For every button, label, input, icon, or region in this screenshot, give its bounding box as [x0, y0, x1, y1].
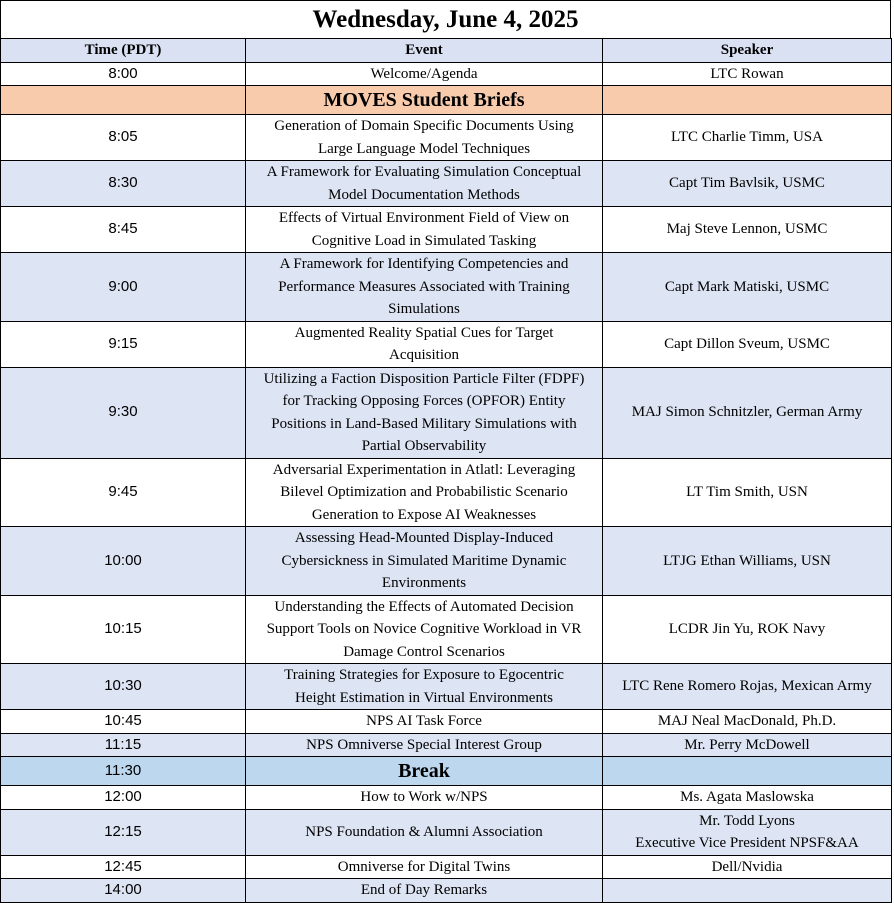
event-cell	[246, 733, 603, 757]
speaker-cell	[603, 733, 892, 757]
event-line: Utilizing a Faction Disposition Particle Filter (FDPF)	[263, 370, 585, 387]
speaker-cell	[603, 664, 892, 710]
time-cell: 9:15	[1, 321, 246, 367]
time-cell: 14:00	[1, 879, 246, 903]
speaker-cell	[603, 855, 892, 879]
time-cell: 11:30	[1, 757, 246, 786]
speaker-line: Executive Vice President NPSF&AA	[635, 835, 859, 851]
event-line: Welcome/Agenda	[370, 65, 478, 82]
speaker-line: Dell/Nvidia	[711, 858, 783, 875]
speaker-line: LTC Rene Romero Rojas, Mexican Army	[622, 678, 872, 695]
event-line: Performance Measures Associated with Training	[278, 278, 570, 295]
speaker-cell	[603, 757, 892, 786]
event-line: Simulations	[388, 301, 460, 317]
event-cell	[246, 710, 603, 734]
speaker-cell	[603, 809, 892, 855]
speaker-line: Mr. Todd Lyons	[699, 812, 795, 829]
event-cell	[246, 253, 603, 322]
speaker-cell	[603, 458, 892, 527]
event-line: Omniverse for Digital Twins	[337, 858, 511, 875]
event-line: Effects of Virtual Environment Field of View on	[278, 210, 570, 226]
event-cell	[246, 879, 603, 903]
event-line: Model Documentation Methods	[328, 186, 520, 203]
speaker-cell	[603, 595, 892, 664]
event-cell	[246, 757, 603, 786]
table-row	[1, 527, 892, 596]
event-line: NPS Foundation & Alumni Association	[305, 823, 543, 840]
event-cell	[246, 786, 603, 810]
event-line: NPS Omniverse Special Interest Group	[306, 736, 542, 753]
event-cell	[246, 62, 603, 86]
speaker-cell	[603, 710, 892, 734]
header-row	[1, 39, 892, 63]
event-line: for Tracking Opposing Forces (OPFOR) Entity	[282, 393, 566, 409]
event-cell	[246, 458, 603, 527]
event-line: Large Language Model Techniques	[317, 140, 531, 157]
event-cell	[246, 527, 603, 596]
event-line: Adversarial Experimentation in Atlatl: Leveraging	[272, 461, 576, 478]
speaker-line: LTC Rowan	[710, 65, 784, 82]
speaker-cell	[603, 86, 892, 115]
table-row	[1, 809, 892, 855]
event-line: Cybersickness in Simulated Maritime Dynamic	[281, 552, 567, 569]
time-cell: 12:00	[1, 786, 246, 810]
event-line: NPS AI Task Force	[366, 713, 482, 729]
event-line: Bilevel Optimization and Probabilistic Scenario	[280, 484, 568, 500]
table-row	[1, 62, 892, 86]
event-line: MOVES Student Briefs	[323, 88, 525, 111]
speaker-cell	[603, 321, 892, 367]
table-row	[1, 161, 892, 207]
speaker-cell	[603, 786, 892, 810]
event-line: A Framework for Evaluating Simulation Conceptual	[266, 164, 582, 180]
speaker-line: Maj Steve Lennon, USMC	[666, 221, 828, 238]
event-line: Support Tools on Novice Cognitive Workload in VR	[266, 621, 582, 637]
table-row	[1, 253, 892, 322]
table-row	[1, 733, 892, 757]
time-cell: 8:05	[1, 115, 246, 161]
event-line: Generation to Expose AI Weaknesses	[311, 506, 537, 523]
table-row	[1, 879, 892, 903]
speaker-column-header: Speaker	[603, 39, 892, 63]
speaker-cell	[603, 253, 892, 322]
table-row	[1, 595, 892, 664]
table-row	[1, 786, 892, 810]
speaker-cell	[603, 527, 892, 596]
table-row	[1, 86, 892, 115]
event-line: How to Work w/NPS	[360, 789, 488, 805]
event-cell	[246, 664, 603, 710]
event-line: Break	[398, 759, 450, 782]
event-line: Generation of Domain Specific Documents Using	[274, 118, 574, 134]
time-cell: 8:45	[1, 207, 246, 253]
time-cell: 10:15	[1, 595, 246, 664]
table-row	[1, 757, 892, 786]
table-row	[1, 115, 892, 161]
speaker-line: LTC Charlie Timm, USA	[671, 129, 823, 146]
event-cell	[246, 161, 603, 207]
speaker-line: Ms. Agata Maslowska	[680, 789, 814, 805]
speaker-line: Capt Tim Bavlsik, USMC	[669, 175, 825, 192]
speaker-line: Mr. Perry McDowell	[684, 736, 810, 753]
table-row	[1, 458, 892, 527]
speaker-line: Capt Dillon Sveum, USMC	[664, 335, 830, 352]
event-cell	[246, 367, 603, 458]
event-cell	[246, 809, 603, 855]
table-row	[1, 710, 892, 734]
speaker-cell	[603, 161, 892, 207]
event-column-header: Event	[246, 39, 603, 63]
time-cell: 8:30	[1, 161, 246, 207]
event-line: Assessing Head-Mounted Display-Induced	[294, 530, 554, 546]
event-line: Positions in Land-Based Military Simulations with	[271, 415, 577, 432]
table-row	[1, 367, 892, 458]
event-cell	[246, 86, 603, 115]
speaker-cell	[603, 879, 892, 903]
speaker-line: LT Tim Smith, USN	[686, 484, 808, 500]
event-line: Environments	[381, 575, 467, 591]
table-row	[1, 207, 892, 253]
time-cell: 10:00	[1, 527, 246, 596]
speaker-cell	[603, 207, 892, 253]
time-cell: 9:00	[1, 253, 246, 322]
event-line: Augmented Reality Spatial Cues for Target	[294, 324, 554, 341]
agenda-table	[0, 38, 892, 903]
event-cell	[246, 321, 603, 367]
event-line: Acquisition	[389, 347, 459, 363]
time-cell: 11:15	[1, 733, 246, 757]
event-line: Partial Observability	[361, 438, 487, 454]
event-line: End of Day Remarks	[360, 882, 488, 898]
speaker-line: LTJG Ethan Williams, USN	[663, 552, 831, 569]
speaker-line: MAJ Neal MacDonald, Ph.D.	[657, 713, 837, 729]
speaker-cell	[603, 367, 892, 458]
time-cell: 12:45	[1, 855, 246, 879]
table-row	[1, 855, 892, 879]
event-cell	[246, 207, 603, 253]
speaker-line: MAJ Simon Schnitzler, German Army	[631, 404, 863, 421]
page-title: Wednesday, June 4, 2025	[0, 0, 891, 38]
time-cell: 12:15	[1, 809, 246, 855]
event-cell	[246, 855, 603, 879]
event-cell	[246, 115, 603, 161]
time-cell: 9:45	[1, 458, 246, 527]
table-row	[1, 664, 892, 710]
speaker-cell	[603, 115, 892, 161]
event-line: Training Strategies for Exposure to Egocentric	[284, 667, 564, 683]
event-line: A Framework for Identifying Competencies and	[279, 256, 569, 272]
time-cell: 9:30	[1, 367, 246, 458]
speaker-line: Capt Mark Matiski, USMC	[664, 278, 830, 295]
event-cell	[246, 595, 603, 664]
time-cell	[1, 86, 246, 115]
table-row	[1, 321, 892, 367]
event-line: Understanding the Effects of Automated Decision	[274, 598, 574, 615]
time-cell: 10:45	[1, 710, 246, 734]
event-line: Height Estimation in Virtual Environments	[295, 689, 553, 706]
speaker-line: LCDR Jin Yu, ROK Navy	[668, 621, 826, 637]
event-line: Damage Control Scenarios	[343, 643, 505, 660]
event-line: Cognitive Load in Simulated Tasking	[311, 232, 537, 249]
time-column-header: Time (PDT)	[1, 39, 246, 63]
time-cell: 8:00	[1, 62, 246, 86]
time-cell: 10:30	[1, 664, 246, 710]
speaker-cell	[603, 62, 892, 86]
